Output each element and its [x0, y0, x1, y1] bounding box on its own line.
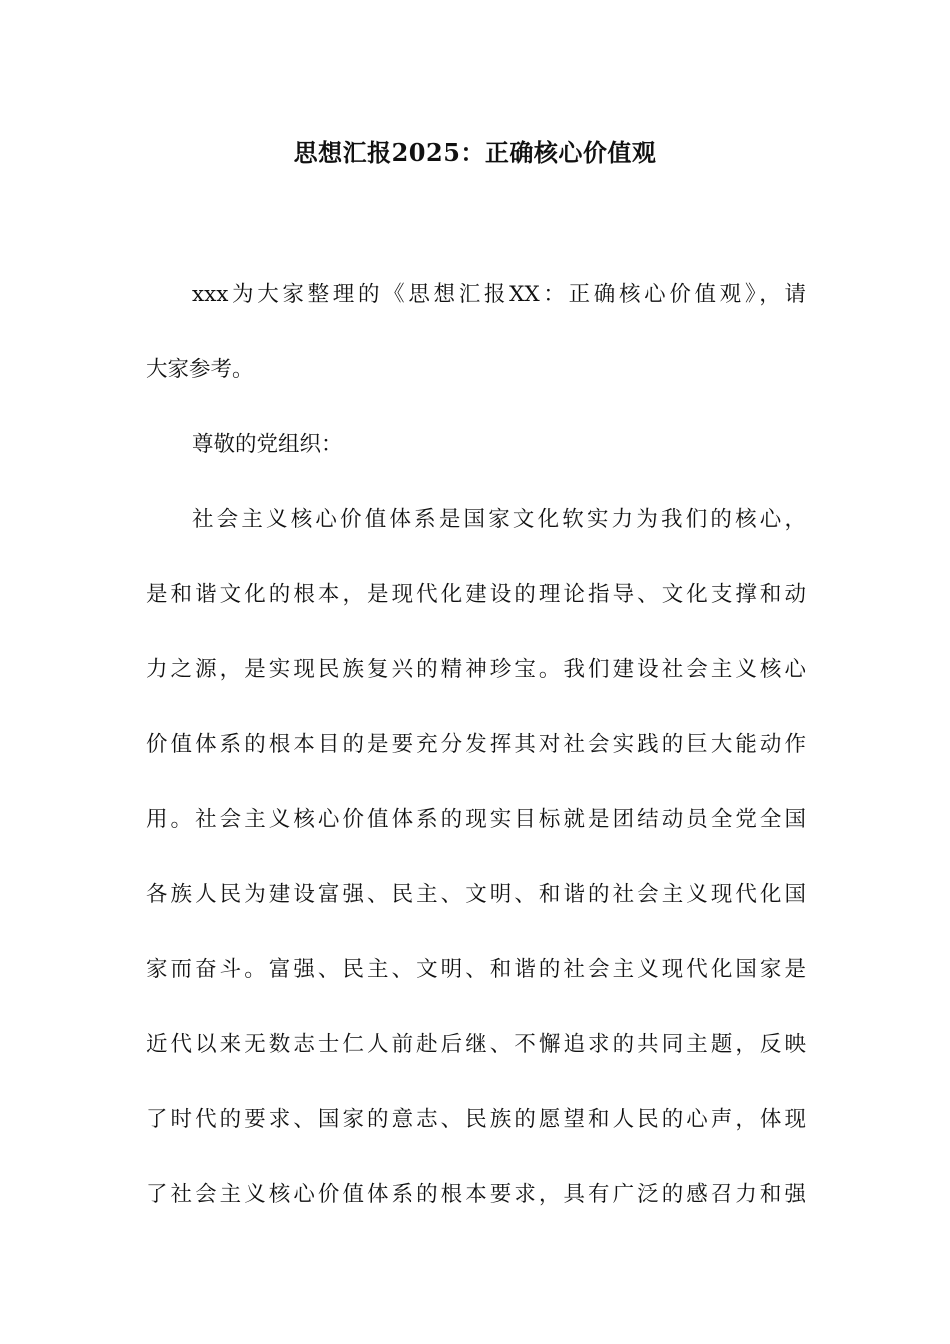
paragraph-line: 社会主义核心价值体系是国家文化软实力为我们的核心， [192, 507, 806, 532]
paragraph-line: 大家参考。 [146, 357, 254, 382]
paragraph-line: 是和谐文化的根本，是现代化建设的理论指导、文化支撑和动 [146, 582, 806, 607]
document-body [146, 257, 806, 1232]
paragraph-line: 用。社会主义核心价值体系的现实目标就是团结动员全党全国 [146, 807, 806, 832]
paragraph-line: xxx为大家整理的《思想汇报XX：正确核心价值观》，请 [192, 282, 806, 307]
paragraph-line: 了社会主义核心价值体系的根本要求，具有广泛的感召力和强 [146, 1182, 806, 1207]
paragraph-line: 了时代的要求、国家的意志、民族的愿望和人民的心声，体现 [146, 1107, 806, 1132]
paragraph-line: 价值体系的根本目的是要充分发挥其对社会实践的巨大能动作 [146, 732, 806, 757]
paragraph-line: 力之源，是实现民族复兴的精神珍宝。我们建设社会主义核心 [146, 657, 806, 682]
salutation-line: 尊敬的党组织： [192, 432, 343, 457]
paragraph-line: 近代以来无数志士仁人前赴后继、不懈追求的共同主题，反映 [146, 1032, 806, 1057]
document-title: 思想汇报2025：正确核心价值观 [293, 138, 657, 167]
paragraph-line: 家而奋斗。富强、民主、文明、和谐的社会主义现代化国家是 [146, 957, 806, 982]
paragraph-line: 各族人民为建设富强、民主、文明、和谐的社会主义现代化国 [146, 882, 806, 907]
